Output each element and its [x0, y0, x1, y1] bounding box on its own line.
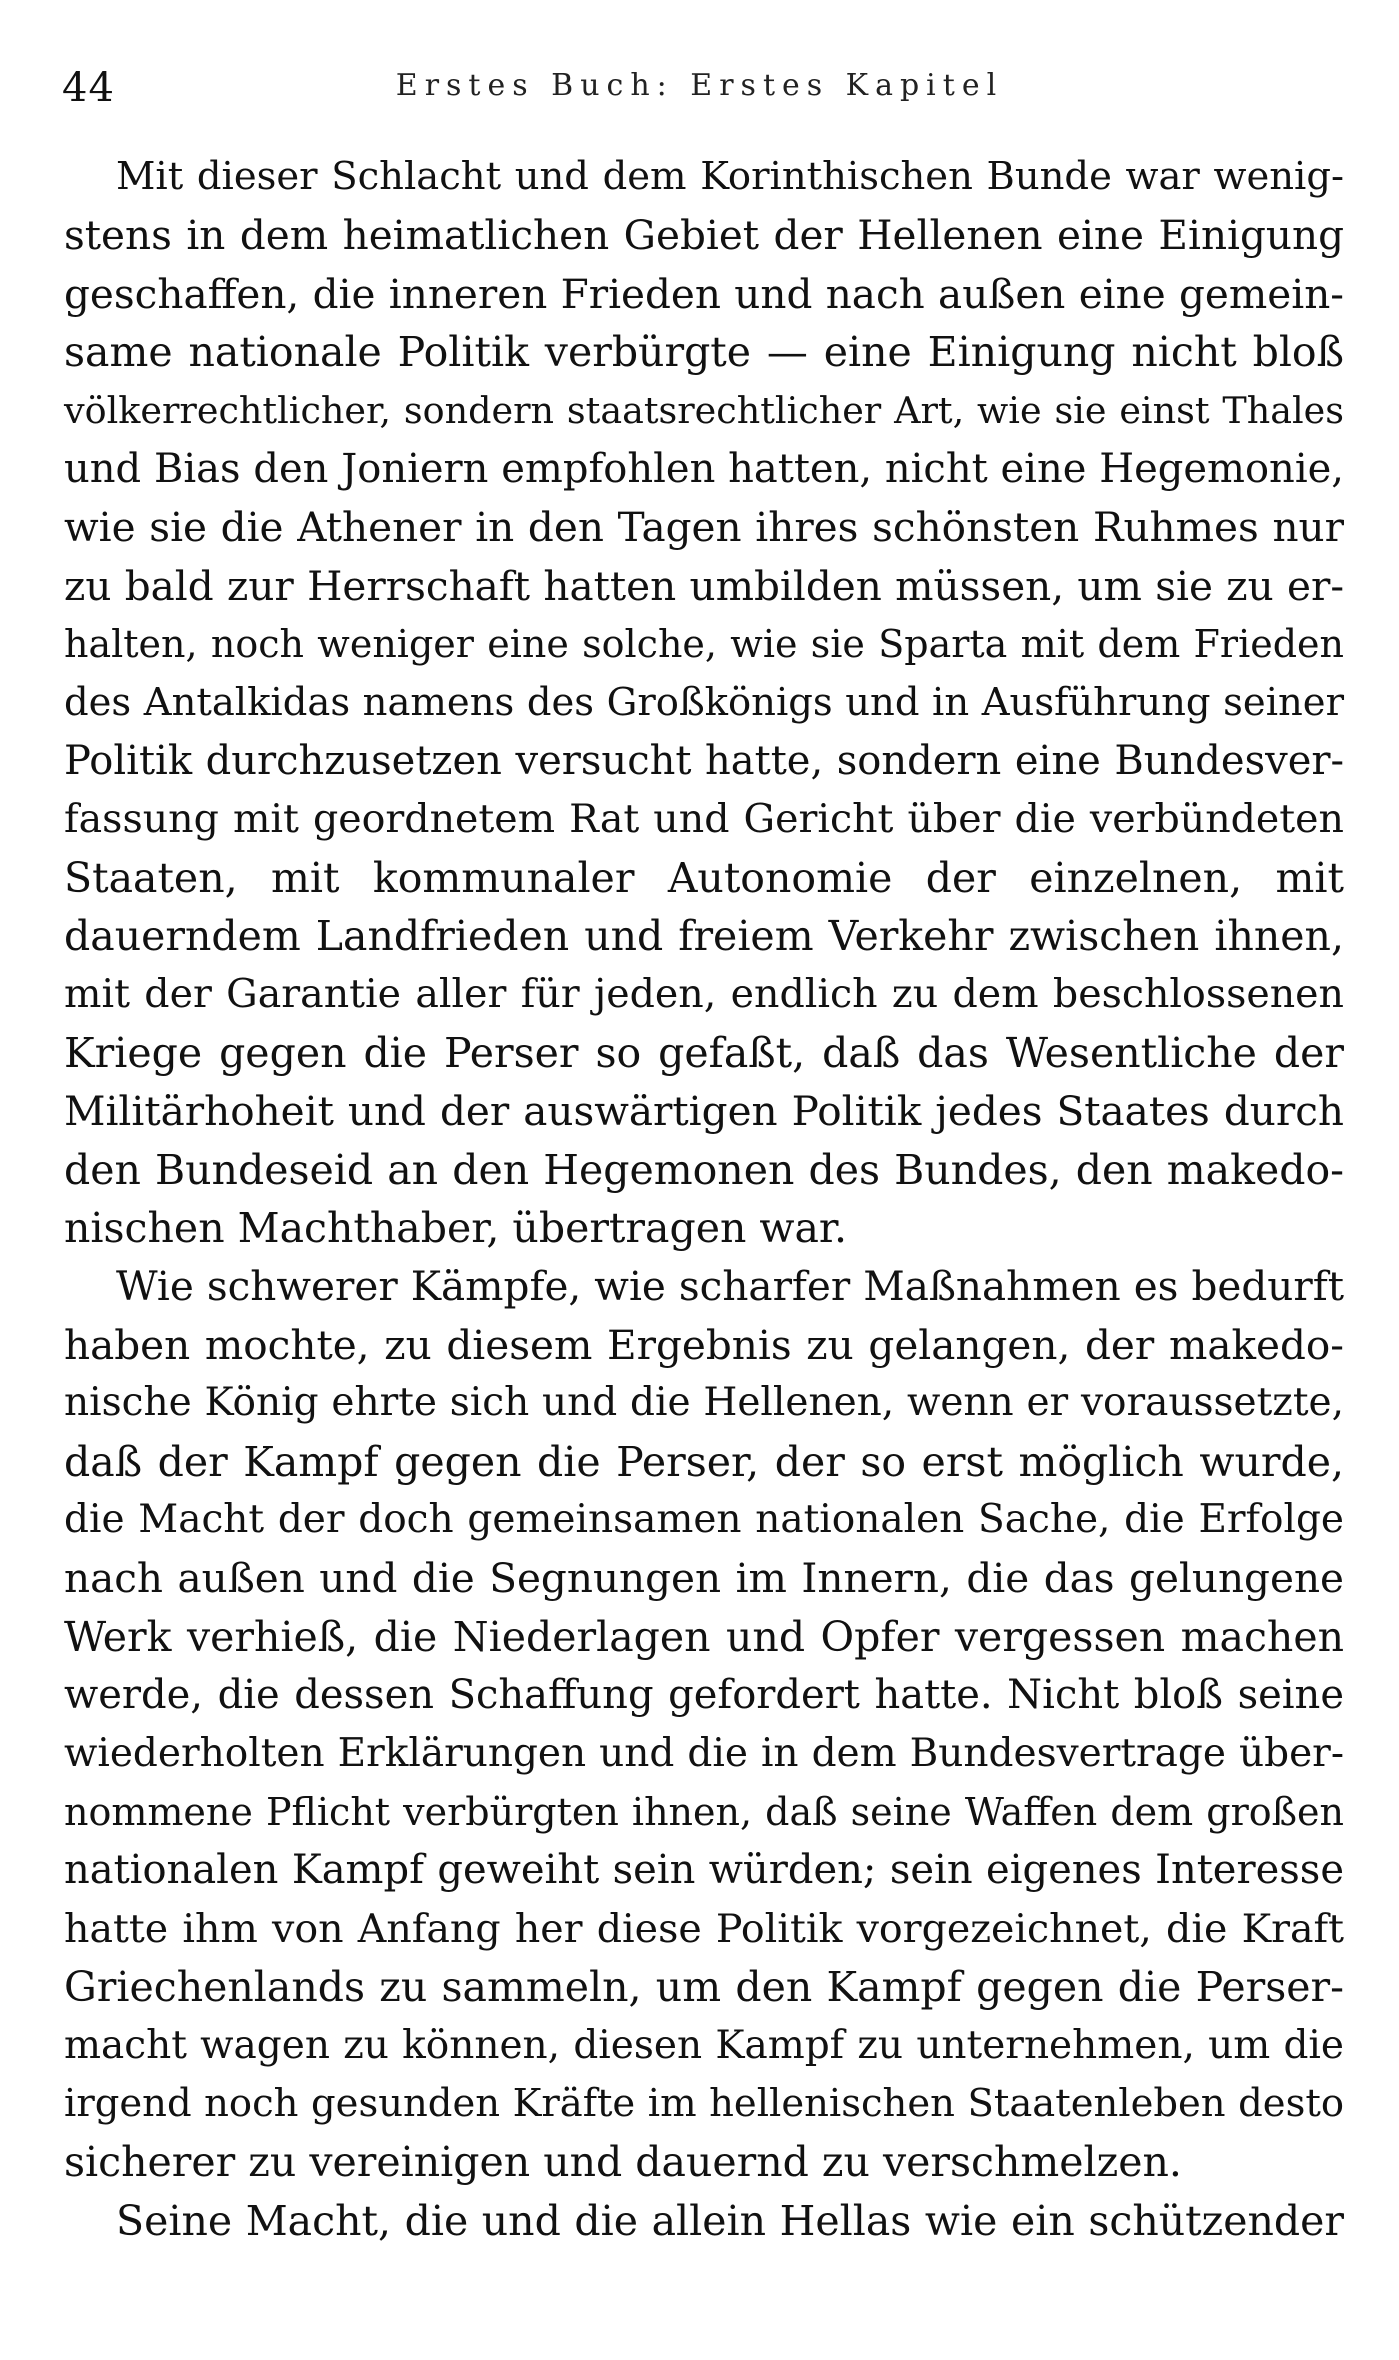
text-line: die Macht der doch gemeinsamen nationalen Sache, die Erfolge	[64, 1496, 1344, 1542]
running-head: Erstes Buch: Erstes Kapitel	[395, 68, 1004, 103]
text-line: nationalen Kampf geweiht sein würden; sein eigenes Interesse	[64, 1847, 1344, 1894]
text-line: des Antalkidas namens des Großkönigs und in Ausführung seiner	[64, 679, 1344, 725]
text-line: Militärhoheit und der auswärtigen Politik jedes Staates durch	[64, 1087, 1344, 1136]
text-line: dauerndem Landfrieden und freiem Verkehr zwischen ihnen,	[64, 912, 1344, 961]
paragraph	[64, 148, 1344, 1257]
text-line: Wie schwerer Kämpfe, wie scharfer Maßnahmen es bedurft	[116, 1262, 1344, 1311]
text-line: nischen Machthaber, übertragen war.	[64, 1204, 848, 1253]
text-line: same nationale Politik verbürgte — eine Einigung nicht bloß	[64, 328, 1344, 377]
page-header	[60, 60, 1339, 120]
text-line: geschaffen, die inneren Frieden und nach außen eine gemein-	[64, 269, 1344, 318]
text-line: hatte ihm von Anfang her diese Politik vorgezeichnet, die Kraft	[64, 1905, 1344, 1952]
text-line: halten, noch weniger eine solche, wie sie Sparta mit dem Frieden	[64, 622, 1344, 667]
text-line: Seine Macht, die und die allein Hellas wie ein schützender	[116, 2196, 1344, 2245]
text-line: werde, die dessen Schaffung gefordert hatte. Nicht bloß seine	[64, 1672, 1344, 1719]
text-line: Werk verhieß, die Niederlagen und Opfer vergessen machen	[64, 1612, 1344, 1661]
text-line: stens in dem heimatlichen Gebiet der Hellenen eine Einigung	[64, 211, 1344, 260]
paragraph	[64, 1257, 1344, 2191]
text-line: sicherer zu vereinigen und dauernd zu verschmelzen.	[64, 2138, 1182, 2187]
text-line: Kriege gegen die Perser so gefaßt, daß das Wesentliche der	[64, 1028, 1344, 1077]
text-line: wie sie die Athener in den Tagen ihres schönsten Ruhmes nur	[64, 503, 1344, 552]
text-line: daß der Kampf gegen die Perser, der so erst möglich wurde,	[64, 1437, 1344, 1486]
text-line: Politik durchzusetzen versucht hatte, sondern eine Bundesver-	[64, 737, 1344, 784]
text-line: völkerrechtlicher, sondern staatsrechtlicher Art, wie sie einst Thales	[64, 388, 1344, 432]
text-line: nommene Pflicht verbürgten ihnen, daß seine Waffen dem großen	[64, 1789, 1344, 1834]
page-number: 44	[62, 65, 115, 111]
text-line: fassung mit geordnetem Rat und Gericht über die verbündeten	[64, 796, 1344, 843]
text-line: haben mochte, zu diesem Ergebnis zu gelangen, der makedo-	[64, 1320, 1344, 1369]
text-line: macht wagen zu können, diesen Kampf zu unternehmen, um die	[64, 2022, 1344, 2068]
text-line: und Bias den Joniern empfohlen hatten, nicht eine Hegemonie,	[64, 445, 1344, 492]
text-line: Staaten, mit kommunaler Autonomie der einzelnen, mit	[64, 853, 1344, 902]
body-text	[64, 148, 1344, 2250]
text-line: nische König ehrte sich und die Hellenen, wenn er voraussetzte,	[64, 1380, 1344, 1426]
text-line: Mit dieser Schlacht und dem Korinthischen Bunde war wenig-	[116, 154, 1344, 199]
text-line: wiederholten Erklärungen und die in dem Bundesvertrage über-	[64, 1730, 1344, 1776]
text-line: nach außen und die Segnungen im Innern, die das gelungene	[64, 1554, 1344, 1603]
text-line: irgend noch gesunden Kräfte im hellenischen Staatenleben desto	[64, 2080, 1344, 2126]
text-line: den Bundeseid an den Hegemonen des Bundes, den makedo-	[64, 1145, 1344, 1194]
text-line: mit der Garantie aller für jeden, endlich zu dem beschlossenen	[64, 971, 1344, 1018]
paragraph	[64, 2192, 1344, 2250]
text-line: Griechenlands zu sammeln, um den Kampf gegen die Perser-	[64, 1963, 1344, 2012]
text-line: zu bald zur Herrschaft hatten umbilden müssen, um sie zu er-	[64, 561, 1344, 610]
